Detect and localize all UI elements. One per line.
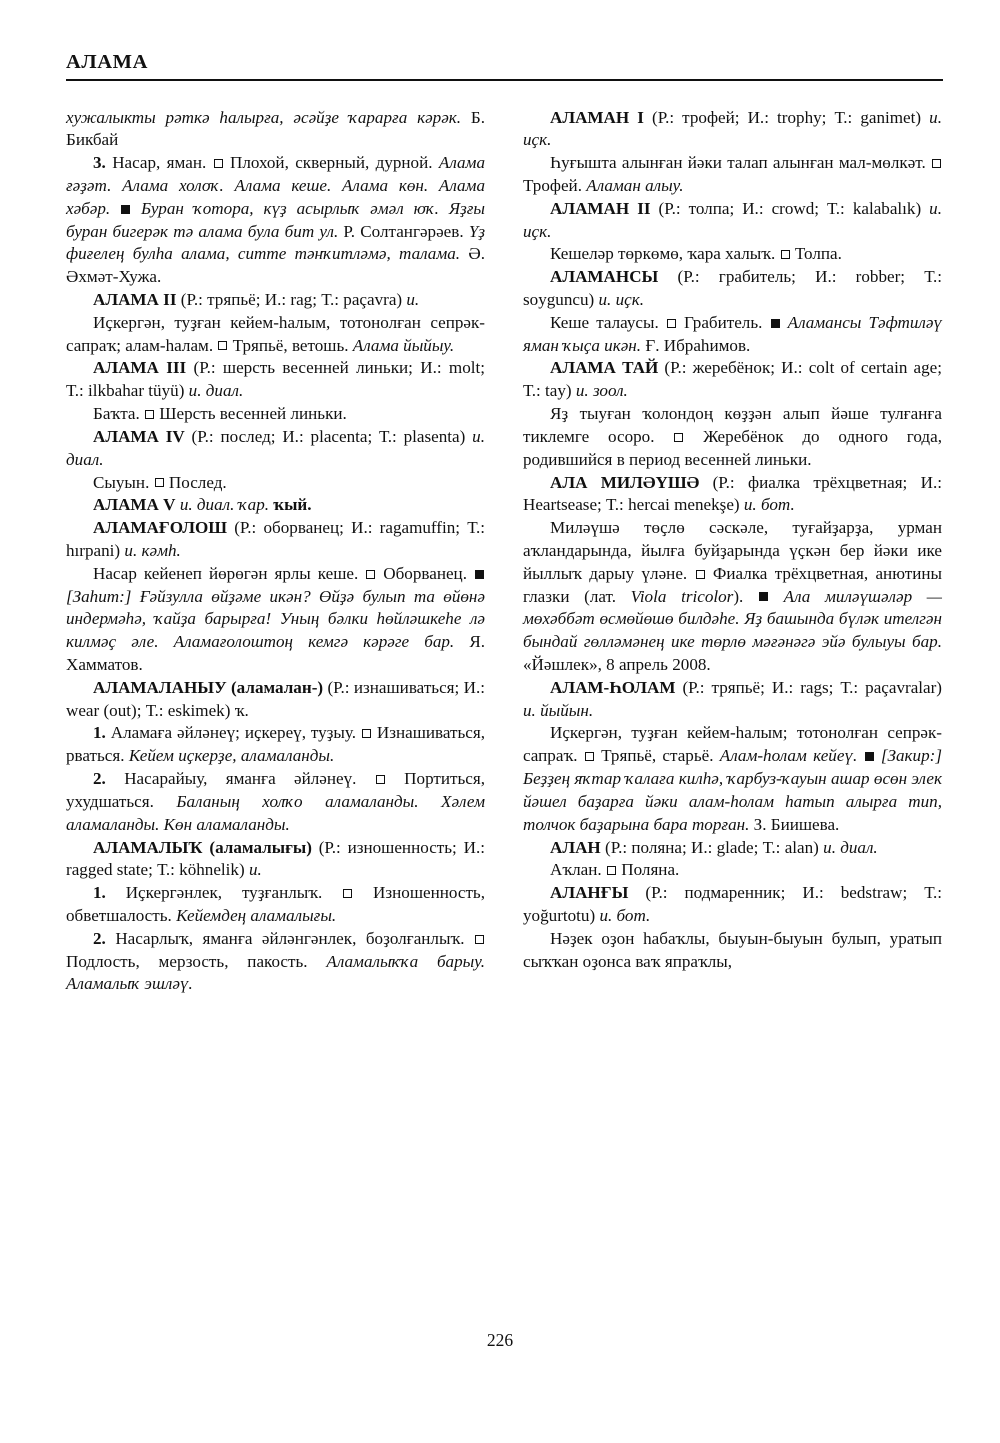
entry-block — [523, 312, 942, 358]
definition-text: Насар, яман. — [105, 153, 213, 173]
definition-text: Иҫкергәнлек, туҙғанлыҡ. — [105, 883, 343, 903]
example-italic: Алама ғәҙәт. Алама холоҡ. Алама кеше. Алама көн. Алама хәбәр. — [66, 153, 485, 218]
left-column — [66, 107, 485, 997]
text-columns — [66, 107, 942, 997]
definition-text: (Р.: послед; И.: placenta; Т.: plasenta) — [184, 426, 473, 446]
example-italic: Буран ҡотора, күҙ асырлыҡ әмәл юҡ. Яҙғы буран бигерәк тә алама була бит ул. — [66, 198, 485, 241]
definition-text: Кеше талаусы. — [550, 312, 666, 332]
entry-block — [66, 882, 485, 928]
definition-text — [781, 313, 788, 332]
example-italic: Аламалыҡҡа барыу. Аламалыҡ эшләү. — [66, 951, 485, 994]
definition-text: Аҡлан. — [550, 860, 606, 880]
example-italic: Кейем иҫкерҙе, аламаланды. — [128, 746, 335, 766]
definition-text: ҡ. — [234, 700, 249, 720]
entry-block — [523, 152, 942, 198]
open-square-marker-icon — [932, 159, 941, 168]
definition-text: (Р.: изнашиваться; И.: wear (out); Т.: eskimek) — [66, 677, 485, 720]
definition-text: Аламаға әйләнеү; иҫкереү, туҙыу. — [105, 723, 361, 743]
definition-text: Иҫкергән, туҙған кейем-һалым; тотонолған сепрәк-сапраҡ. — [523, 723, 942, 766]
headword: АЛАМА III — [93, 358, 187, 378]
definition-text: (Р.: трофей; И.: trophy; Т.: ganimet) — [643, 107, 930, 127]
headword: АЛАМА II — [93, 290, 177, 309]
example-italic: и. диал. ҡар. — [179, 495, 270, 515]
example-italic: и. — [248, 860, 262, 880]
headword: 1. — [93, 883, 106, 903]
definition-text: Насарлыҡ, яманға әйләнгәнлек, боҙолғанлыҡ. — [105, 928, 474, 948]
definition-text: (Р.: фиалка трёхцветная; И.: Heartsease; Т.: hercai menekşe) — [523, 472, 942, 515]
definition-text: Һуғышта алынған йәки талап алынған мал-мөлкәт. — [550, 153, 931, 173]
entry-block — [66, 107, 485, 153]
definition-text: Иҫкергән, туҙған кейем-һалым, тотонолған сепрәк-сапраҡ; алам-һалам. — [66, 312, 485, 355]
definition-text: (Р.: оборванец; И.: ragamuffin; Т.: hırpani) — [66, 518, 485, 560]
definition-text: (Р.: подмаренник; И.: bedstraw; Т.: yoğurtotu) — [523, 883, 942, 925]
example-italic: [Заһит:] Ғәйзулла өйҙәме икән? Өйҙә булып та өйөнә индермәһә, ҡайҙа барырға! Уның бәлки һөйләшкеһе лә килмәҫ әле. Аламағолоштоң кемгә кәрәге бар. — [66, 586, 485, 652]
headword: АЛАМАЛАНЫУ (аламалан-) — [93, 677, 324, 697]
entry-block — [66, 563, 485, 677]
definition-text: Толпа. — [790, 244, 842, 264]
example-italic: Аламан алыу. — [586, 175, 684, 195]
entry-block — [523, 266, 942, 312]
entry-block — [523, 517, 942, 677]
definition-text: Насарайыу, яманға әйләнеү. — [105, 769, 375, 789]
definition-text: Нәҙек оҙон һабаҡлы, быуын-быуын булып, уратып сыҡҡан оҙонса ваҡ япраҡлы, — [523, 928, 942, 971]
entry-block — [523, 928, 942, 974]
entry-block — [66, 403, 485, 426]
example-italic: и. — [406, 290, 420, 309]
definition-text: «Йәшлек», 8 апрель 2008. — [523, 655, 711, 674]
example-italic: и. диал. — [823, 837, 878, 857]
entry-block — [523, 677, 942, 723]
definition-text: Грабитель. — [676, 312, 770, 332]
definition-text: Р. Солтангәрәев. — [338, 221, 469, 241]
example-italic: Ала миләүшәләр — мөхәббәт өсмөйөшө билдәһе. Яҙ башында бүләк ителгән бындай гөлләмәнең ике төрлө мәғәнәгә эйә булыуы бар. — [523, 586, 942, 652]
filled-square-marker-icon — [121, 205, 130, 214]
entry-block — [523, 403, 942, 471]
definition-text: Портиться, ухудшаться. — [66, 769, 486, 811]
open-square-marker-icon — [343, 889, 352, 898]
definition-text: Тряпьё, ветошь. — [228, 335, 353, 355]
open-square-marker-icon — [145, 410, 154, 419]
filled-square-marker-icon — [475, 570, 484, 579]
example-italic: Баланың холҡо аламаланды. Хәлем аламаланды. Көн аламаланды. — [66, 791, 485, 834]
definition-text — [131, 199, 141, 218]
entry-block — [66, 312, 485, 358]
headword: АЛАМА ТАЙ — [550, 358, 659, 378]
example-italic: и. иҫк. — [523, 107, 942, 150]
definition-text: (Р.: грабитель; И.: robber; Т.: soyguncu) — [523, 267, 942, 309]
definition-text: Сыуын. — [93, 472, 154, 492]
headword: АЛАМАН II — [550, 198, 651, 218]
definition-text: Жеребёнок до одного года, родившийся в период весенней линьки. — [523, 426, 942, 469]
open-square-marker-icon — [475, 935, 484, 944]
example-italic: и. диал. — [188, 381, 244, 401]
definition-text: Шерсть весенней линьки. — [155, 404, 347, 424]
entry-block — [523, 722, 942, 836]
definition-text: Изнашиваться, рваться. — [66, 723, 485, 766]
example-italic: Үҙ фиғелең булһа алама, ситте тәнҡитләмә, талама. — [66, 221, 485, 264]
page-number: 226 — [486, 1330, 514, 1350]
definition-text: Плохой, скверный, дурной. — [223, 153, 439, 173]
entry-block — [523, 243, 942, 266]
example-italic: и. иҫк. — [598, 290, 644, 309]
right-column — [523, 107, 942, 974]
headword: АЛАМАЛЫҠ (аламалығы) — [93, 837, 312, 857]
definition-text: Ғ. Ибраһимов. — [641, 335, 751, 355]
headword: 2. — [93, 928, 106, 948]
running-head: АЛАМА — [66, 51, 149, 73]
filled-square-marker-icon — [771, 319, 780, 328]
entry-block — [523, 472, 942, 518]
open-square-marker-icon — [781, 250, 790, 259]
entry-block — [66, 357, 485, 403]
definition-text: (Р.: жеребёнок; И.: colt of certain age; Т.: tay) — [523, 358, 943, 401]
open-square-marker-icon — [362, 729, 371, 738]
example-italic: и. бот. — [743, 495, 795, 515]
example-italic: и. кәмһ. — [124, 540, 181, 560]
definition-text: Б. Бикбай — [66, 107, 485, 150]
entry-block — [523, 107, 942, 153]
entry-block — [66, 677, 485, 723]
headword: АЛА МИЛӘҮШӘ — [550, 472, 700, 492]
definition-text: Я. Хамматов. — [66, 632, 485, 674]
example-italic: Viola tricolor — [630, 586, 734, 606]
definition-text — [769, 587, 784, 606]
definition-text: (Р.: шерсть весенней линьки; И.: molt; Т.: ilkbahar tüyü) — [66, 358, 485, 401]
example-italic: и. диал. — [66, 426, 485, 469]
definition-text: Кешеләр төркөмө, ҡара халыҡ. — [550, 244, 780, 264]
definition-text: Тряпьё, старьё. — [594, 746, 720, 766]
open-square-marker-icon — [585, 752, 594, 761]
entry-block — [523, 357, 942, 403]
definition-text: Оборванец. — [376, 563, 474, 583]
definition-text: (Р.: толпа; И.: crowd; Т.: kalabalık) — [650, 198, 930, 218]
header-rule — [66, 79, 943, 81]
entry-block — [523, 859, 942, 882]
entry-block — [66, 152, 485, 289]
filled-square-marker-icon — [759, 592, 768, 601]
headword: АЛАН — [550, 837, 601, 857]
example-italic: Аламансы Тәфтиләү яман ҡыҫа икән. — [523, 312, 942, 355]
headword: АЛАМ-ҺОЛАМ — [550, 677, 676, 697]
headword: АЛАМАНСЫ — [550, 267, 659, 287]
example-italic: Алама йыйыу. — [352, 335, 455, 355]
example-italic: и. зоол. — [575, 381, 628, 401]
headword: АЛАМАҒОЛОШ — [93, 518, 228, 538]
headword: ҡый. — [269, 495, 312, 515]
open-square-marker-icon — [366, 570, 375, 579]
example-italic: Алам-һолам кейеү. — [719, 746, 858, 766]
entry-block — [66, 517, 485, 563]
definition-text: Баҡта. — [93, 404, 145, 424]
definition-text: З. Биишева. — [749, 814, 840, 834]
definition-text: Подлость, мерзость, пакость. — [66, 951, 327, 971]
definition-text: Насар кейенеп йөрөгән ярлы кеше. — [93, 563, 366, 583]
definition-text: Миләүшә төҫлө сәскәле, туғайҙарҙа, урман аҡландарында, йылға буйҙарында үҫкән бер йәки ике йыллыҡ дарыу үләне. — [523, 518, 942, 583]
headword: АЛАМА IV — [93, 426, 185, 446]
definition-text: (Р.: тряпьё; И.: rag; Т.: paçavra) — [176, 290, 407, 309]
entry-block — [523, 882, 942, 928]
definition-text: (Р.: изношенность; И.: ragged state; Т.: köhnelik) — [66, 837, 485, 880]
definition-text: Поляна. — [616, 860, 680, 880]
headword: АЛАМАН I — [550, 107, 644, 127]
filled-square-marker-icon — [865, 752, 874, 761]
definition-text — [857, 746, 863, 765]
headword: 3. — [93, 153, 106, 173]
definition-text: ). — [733, 586, 758, 606]
definition-text: Изношенность, обветшалость. — [66, 883, 485, 925]
entry-block — [523, 837, 942, 860]
definition-text: Яҙ тыуған ҡолондоң көҙҙән алып йәше тулғанға тиклемге осоро. — [523, 404, 942, 446]
entry-block — [66, 768, 485, 836]
entry-block — [66, 494, 485, 517]
headword: АЛАНҒЫ — [550, 883, 629, 903]
example-italic: и. иҫк. — [523, 198, 942, 241]
example-italic: хужалыкты рәткә һалырға, әсәйҙе ҡарарға кәрәк. — [66, 107, 462, 127]
example-italic: [Закир:] Беҙҙең яҡтар ҡалаға килһә, ҡарбуз-ҡауын ашар өсөн элек йәшел баҙарға йәки алам-һолам һатып алырға тип, толчок баҙарына бара торған. — [523, 746, 942, 834]
entry-block — [66, 289, 485, 312]
headword: 1. — [93, 723, 106, 743]
entry-block — [66, 472, 485, 495]
headword: 2. — [93, 769, 106, 789]
open-square-marker-icon — [674, 433, 683, 442]
definition-text: (Р.: поляна; И.: glade; Т.: alan) — [600, 837, 824, 857]
definition-text: (Р.: тряпьё; И.: rags; Т.: paçavralar) — [675, 677, 942, 697]
entry-block — [66, 928, 485, 996]
open-square-marker-icon — [696, 570, 705, 579]
entry-block — [523, 198, 942, 244]
open-square-marker-icon — [376, 775, 385, 784]
open-square-marker-icon — [155, 478, 164, 487]
definition-text: Послед. — [164, 472, 227, 492]
open-square-marker-icon — [607, 866, 616, 875]
definition-text — [110, 199, 120, 218]
entry-block — [66, 722, 485, 768]
definition-text: Трофей. — [523, 175, 587, 195]
example-italic: и. бот. — [599, 905, 651, 925]
definition-text: Фиалка трёхцветная, анютины глазки (лат. — [523, 563, 942, 606]
entry-block — [66, 837, 485, 883]
open-square-marker-icon — [218, 341, 227, 350]
example-italic: Кейемдең аламалығы. — [176, 905, 337, 925]
open-square-marker-icon — [667, 319, 676, 328]
definition-text: Ә. Әхмәт-Хужа. — [66, 244, 485, 287]
headword: АЛАМА V — [93, 495, 176, 515]
example-italic: и. йыйын. — [523, 700, 594, 720]
entry-block — [66, 426, 485, 472]
open-square-marker-icon — [214, 159, 223, 168]
